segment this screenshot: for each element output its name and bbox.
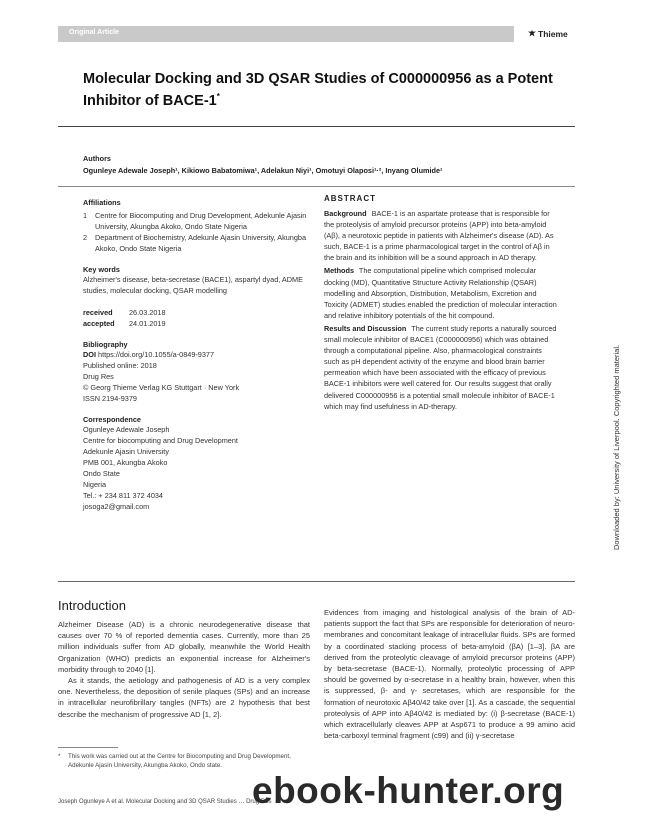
affiliations-label: Affiliations [83, 198, 121, 207]
introduction-left-column [58, 619, 310, 720]
abstract-background-label: Background [324, 209, 367, 218]
correspondence-label: Correspondence [83, 415, 141, 424]
correspondence-line: PMB 001, Akungba Akoko [83, 458, 168, 467]
abstract-results [324, 323, 557, 412]
affiliation-number: 1 [83, 211, 88, 220]
abstract-methods-text: The computational pipeline which comprised molecular docking (MD), Quantitative Structure Activity Relationship (QSAR) modelling and Absorption, Distribution, Metabolism, Excretion and Toxicity (ADMET) studies enabled the prediction of molecular interaction and relative inhibitory potentials of the hit compound. [324, 266, 557, 320]
keywords-label: Key words [83, 265, 120, 274]
download-side-note [572, 260, 660, 560]
paper-title [83, 70, 553, 110]
title-divider [58, 126, 575, 127]
title-footnote-mark: * [216, 92, 220, 101]
correspondence-line: Centre for biocomputing and Drug Development [83, 436, 238, 445]
authors-label: Authors [83, 154, 111, 163]
affiliations-list [83, 210, 313, 254]
issn-line: ISSN 2194-9379 [83, 394, 137, 403]
doi-label: DOI [83, 350, 96, 359]
authors-block [83, 154, 563, 175]
keywords-text: Alzheimer's disease, beta-secretase (BACE1), aspartyl dyad, ADME studies, molecular docking, QSAR modelling [83, 275, 303, 295]
correspondence-block [83, 415, 313, 512]
doi-link[interactable]: https://doi.org/10.1055/a-0849-9377 [98, 350, 215, 359]
accepted-date: 24.01.2019 [129, 319, 166, 328]
front-matter-divider [58, 581, 575, 582]
paper-title-text: Molecular Docking and 3D QSAR Studies of C000000956 as a Potent Inhibitor of BACE-1 [83, 71, 553, 109]
article-info-column [83, 198, 313, 523]
abstract-background [324, 208, 557, 263]
received-date: 26.03.2018 [129, 308, 166, 317]
affiliation-number: 2 [83, 233, 88, 242]
correspondence-line: Ogunleye Adewale Joseph [83, 425, 170, 434]
introduction-heading: Introduction [58, 598, 126, 613]
bibliography-block [83, 340, 313, 404]
abstract-results-label: Results and Discussion [324, 323, 407, 333]
bibliography-label: Bibliography [83, 340, 128, 349]
correspondence-email[interactable]: josoga2@gmail.com [83, 502, 150, 511]
affiliation-item [83, 232, 313, 254]
publisher-logo-icon [528, 30, 536, 38]
abstract-methods-label: Methods [324, 266, 354, 276]
download-side-note-text: Downloaded by: University of Liverpool. Copyrighted material. [612, 344, 621, 550]
footnote-mark: * [58, 753, 61, 760]
correspondence-phone: Tel.: + 234 811 372 4034 [83, 491, 163, 500]
watermark: ebook-hunter.org [252, 770, 565, 811]
publisher-brand [528, 29, 568, 39]
footnote-text: This work was carried out at the Centre for Biocomputing and Drug Development, Adekunle Ajasin University, Akungba Akoko, Ondo state. [68, 753, 291, 769]
footnote [58, 752, 310, 770]
correspondence-line: Adekunle Ajasin University [83, 447, 169, 456]
published-line: Published online: 2018 [83, 361, 157, 370]
affiliation-text: Centre for Biocomputing and Drug Development, Adekunle Ajasin University, Akungba Akoko, Ondo State Nigeria [95, 211, 307, 231]
authors-divider [58, 186, 575, 187]
article-type-bar [58, 26, 514, 42]
publisher-name: Thieme [538, 29, 568, 39]
article-type-label: Original Article [69, 29, 119, 36]
dates-block [83, 307, 313, 329]
keywords-block [83, 265, 313, 296]
affiliation-text: Department of Biochemistry, Adekunle Ajasin University, Akungba Akoko, Ondo State Nigeria [95, 233, 307, 253]
authors-names: Ogunleye Adewale Joseph¹, Kikiowo Babatomiwa¹, Adelakun Niyi¹, Omotuyi Olaposi¹·², Inyang Olumide¹ [83, 166, 443, 175]
abstract-title: ABSTRACT [324, 194, 376, 203]
footnote-divider [58, 747, 118, 748]
introduction-paragraph: Alzheimer Disease (AD) is a chronic neurodegenerative disease that causes over 70 % of reported dementia cases. Currently, more than 25 million individuals suffer from AD globally, meanwhile the World Health Organization (WHO) predicts an exponential increase for Alzheimer's morbidity through to 2040 [1]. [58, 620, 310, 674]
introduction-right-column [324, 607, 575, 741]
accepted-label: accepted [83, 319, 115, 328]
introduction-paragraph: As it stands, the aetiology and pathogenesis of AD is a very complex one. Nevertheless, the deposition of senile plaques (SPs) and an increase in intracellular neurofibrillary tangles (NFTs) are 2 hypothesis that best describe the mechanism of progressive AD [1, 2]. [58, 676, 310, 719]
correspondence-line: Nigeria [83, 480, 107, 489]
affiliations-block [83, 198, 313, 254]
abstract-methods [324, 265, 557, 320]
abstract-background-text: BACE-1 is an aspartate protease that is responsible for the proteolysis of amyloid precursor proteins (APP) into beta-amyloid (Aβ), a neurotoxic peptide in patients with Alzheimer's disease (AD). As such, BACE-1 is a prime pharmacological target in the control of Aβ in the brain and its inhibition will be a sound approach in AD therapy. [324, 209, 554, 263]
received-label: received [83, 308, 113, 317]
copyright-line: © Georg Thieme Verlag KG Stuttgart · New York [83, 383, 240, 392]
page-footer: Joseph Ogunleye A et al. Molecular Docking and 3D QSAR Studies … Drug Res [58, 799, 272, 805]
affiliation-item [83, 210, 313, 232]
abstract-block [324, 194, 557, 414]
abstract-results-text: The current study reports a naturally sourced small molecule inhibitor of BACE1 (C000000956) which was obtained through a computational pipeline. Also, pharmacological constraints such as pH dependent activity of the enzyme and blood brain barrier permeation which have been associated with the efficacy of previous BACE-1 inhibitors were well catered for. Our results suggest that orally delivered C000000956 is a potential small molecule inhibitor of BACE-1 which may find usefulness in AD-therapy. [324, 323, 557, 411]
introduction-paragraph: Evidences from imaging and histological analysis of the brain of AD-patients support the fact that SPs are responsible for deterioration of neuro-membranes and concomitant leakage of intracellular fluids. SPs are formed by a coordinated stacking process of beta-amyloid (βA) [1–3]. βA are derived from the proteolytic cleavage of amyloid precursor proteins (APP) by beta-secretase (BACE-1). Normally, proteolytic processing of APP should be governed by α-secretase in a healthy brain, however, when this is suppressed, β- and γ- secretases, which are responsible for the formation of neurotoxic Aβ40/42 take over [1]. As a cascade, the sequential proteolysis of APP into Aβ40/42 is mediated by: (i) β-secretase (BACE-1) which extracellularly cleaves APP at Asp671 to produce a 99 amino acid beta-carboxyl terminal fragment (c99) and (ii) γ-secretase [324, 608, 575, 741]
doi-line [83, 349, 313, 360]
correspondence-line: Ondo State [83, 469, 120, 478]
journal-line: Drug Res [83, 372, 114, 381]
